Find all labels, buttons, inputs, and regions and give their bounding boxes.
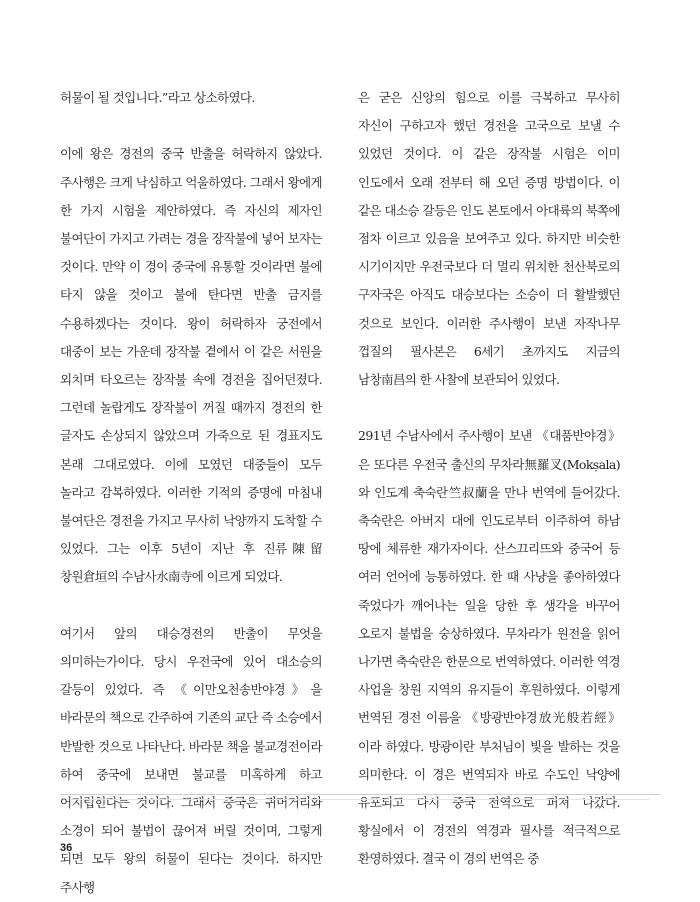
paragraph-left-1: 허물이 될 것입니다.”라고 상소하였다. (60, 90, 255, 105)
right-text-column (358, 84, 620, 874)
paragraph-gap (358, 394, 620, 422)
paragraph-left-3: 여기서 앞의 대승경전의 반출이 무엇을 의미하는가이다. 당시 우전국에 있어 대소승의 갈등이 있었다. 즉 《이만오천송반야경》을 바라문의 책으로 간주하여 기존의 교단 즉 소승에서 반발한 것으로 나타난다. 바라문 책을 불교경전이라 하여 중국에 보내면 불교를 미혹하게 하고 어지럽힌다는 것이다. 그래서 중국은 귀머거리와 소경이 되어 불법이 끊어져 버릴 것이며, 그렇게 되면 모두 왕의 허물이 된다는 것이다. 하지만 주사행 (60, 625, 322, 895)
page-number: 36 (60, 842, 73, 854)
left-text-column (60, 84, 322, 902)
paragraph-right-1: 은 굳은 신앙의 힘으로 이를 극복하고 무사히 자신이 구하고자 했던 경전을 고국으로 보낼 수 있었던 것이다. 이 같은 장작불 시험은 이미 인도에서 오래 전부터 해 오던 증명 방법이다. 이 같은 대소승 갈등은 인도 본토에서 아대륙의 북쪽에 점차 이르고 있음을 보여주고 있다. 하지만 비슷한 시기이지만 우전국보다 더 멀리 위치한 천산북로의 구자국은 아직도 대승보다는 소승이 더 활발했던 것으로 보인다. 이러한 주사행이 보낸 자작나무 껍질의 필사본은 6세기 초까지도 지금의 남창南昌의 한 사찰에 보관되어 있었다. (358, 90, 620, 388)
footer-divider (60, 794, 660, 795)
paragraph-gap (60, 112, 322, 140)
paragraph-gap (60, 592, 322, 620)
paragraph-left-2: 이에 왕은 경전의 중국 반출을 허락하지 않았다. 주사행은 크게 낙심하고 억울하였다. 그래서 왕에게 한 가지 시험을 제안하였다. 즉 자신의 제자인 불여단이 가지고 가려는 경을 장작불에 넣어 보자는 것이다. 만약 이 경이 중국에 유통할 것이라면 불에 타지 않을 것이고 불에 탄다면 반출 금지를 수용하겠다는 것이다. 왕이 허락하자 궁전에서 대중이 보는 가운데 장작불 곁에서 이 같은 서원을 외치며 타오르는 장작불 속에 경전을 집어던졌다. 그런데 놀랍게도 장작불이 꺼질 때까지 경전의 한 글자도 손상되지 않았으며 가죽으로 된 경표지도 본래 그대로였다. 이에 모였던 대중들이 모두 놀라고 감복하였다. 이러한 기적의 증명에 마침내 불여단은 경전을 가지고 무사히 낙양까지 도착할 수 있었다. 그는 이후 5년이 지난 후 진류陳留 창원倉垣의 수남사水南寺에 이르게 되었다. (60, 146, 322, 585)
paragraph-right-2: 291년 수남사에서 주사행이 보낸 《대품반야경》은 또다른 우전국 출신의 무차라無羅叉(Mokṣala)와 인도계 축숙란竺叔蘭을 만나 번역에 들어갔다. 축숙란은 아버지 대에 인도로부터 이주하여 하남 땅에 체류한 재가자이다. 산스끄리뜨와 중국어 등 여러 언어에 능통하였다. 한 때 사냥을 좋아하였다 죽었다가 깨어나는 일을 당한 후 생각을 바꾸어 오로지 불법을 숭상하였다. 무차라가 원전을 읽어 나가면 축숙란은 한문으로 번역하였다. 이러한 역경 사업을 창원 지역의 유지들이 후원하였다. 이렇게 번역된 경전 이름을 《방광반야경放光般若經》이라 하였다. 방광이란 부처님이 빛을 발하는 것을 의미한다. 이 경은 번역되자 바로 수도인 낙양에 유포되고 다시 중국 전역으로 퍼져 나갔다. 황실에서 이 경전의 역경과 필사를 적극적으로 환영하였다. 결국 이 경의 번역은 중 (358, 428, 620, 867)
footer-divider-secondary (70, 799, 650, 800)
